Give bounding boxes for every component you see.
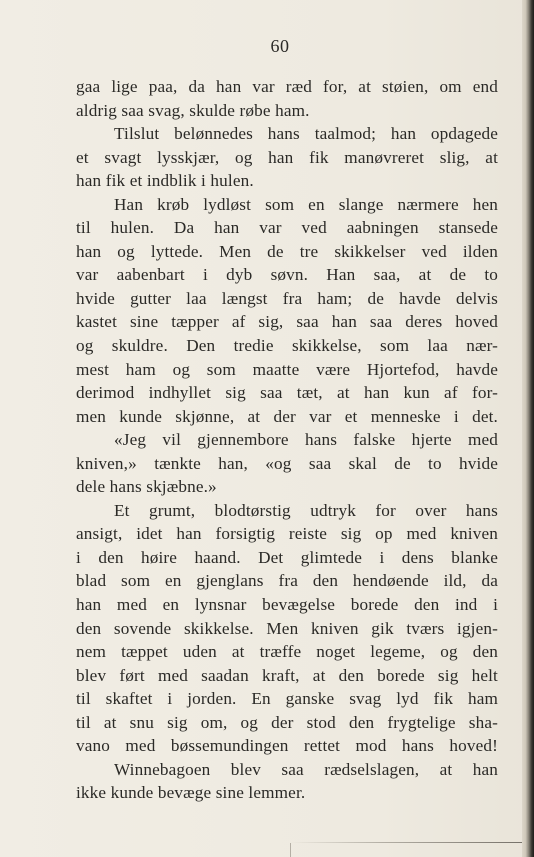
text-line: i den høire haand. Det glimtede i dens blanke <box>76 547 498 567</box>
body-text <box>76 75 498 805</box>
text-line: men kunde skjønne, at der var et menneske i det. <box>76 406 498 426</box>
text-line: Winnebagoen blev saa rædselslagen, at han <box>114 759 498 779</box>
text-line: var aabenbart i dyb søvn. Han saa, at de to <box>76 265 498 285</box>
text-line: dele hans skjæbne.» <box>76 477 217 497</box>
page-edge-line <box>290 842 522 843</box>
text-line: vano med bøssemundingen rettet mod hans hoved! <box>76 736 498 756</box>
text-line: den sovende skikkelse. Men kniven gik tværs igjen- <box>76 618 498 638</box>
text-line: gaa lige paa, da han var ræd for, at støien, om end <box>76 77 498 96</box>
text-line: ikke kunde bevæge sine lemmer. <box>76 783 306 803</box>
text-line: ansigt, idet han forsigtig reiste sig op med kniven <box>76 524 498 544</box>
text-line: og skuldre. Den tredie skikkelse, som laa nær- <box>76 336 498 356</box>
text-line: «Jeg vil gjennembore hans falske hjerte med <box>114 430 498 450</box>
text-line: hvide gutter laa længst fra ham; de havde delvis <box>76 288 498 308</box>
text-line: han fik et indblik i hulen. <box>76 171 254 191</box>
text-line: kniven,» tænkte han, «og saa skal de to hvide <box>76 453 498 473</box>
page-edge-mark <box>290 843 291 857</box>
text-line: til at snu sig om, og der stod den frygtelige sha- <box>76 712 498 732</box>
text-line: kastet sine tæpper af sig, saa han saa deres hoved <box>76 312 498 332</box>
page-binding-shadow <box>522 0 534 857</box>
text-line: et svagt lysskjær, og han fik manøvreret slig, at <box>76 147 498 167</box>
text-line: blev ført med saadan kraft, at den borede sig helt <box>76 665 498 685</box>
text-line: blad som en gjenglans fra den hendøende ild, da <box>76 571 498 591</box>
text-line: mest ham og som maatte være Hjortefod, havde <box>76 359 498 379</box>
text-line: derimod indhyllet sig saa tæt, at han kun af for- <box>76 383 498 403</box>
text-line: nem tæppet uden at træffe noget legeme, og den <box>76 642 498 662</box>
text-line: til hulen. Da han var ved aabningen stansede <box>76 218 498 238</box>
text-line: Han krøb lydløst som en slange nærmere hen <box>114 194 498 214</box>
text-line: Tilslut belønnedes hans taalmod; han opdagede <box>114 124 498 144</box>
text-line: han og lyttede. Men de tre skikkelser ved ilden <box>76 241 498 261</box>
text-line: han med en lynsnar bevægelse borede den ind i <box>76 595 498 615</box>
text-line: Et grumt, blodtørstig udtryk for over hans <box>114 500 498 520</box>
text-line: aldrig saa svag, skulde røbe ham. <box>76 100 310 120</box>
text-line: til skaftet i jorden. En ganske svag lyd fik ham <box>76 689 498 709</box>
page-number: 60 <box>270 36 290 56</box>
